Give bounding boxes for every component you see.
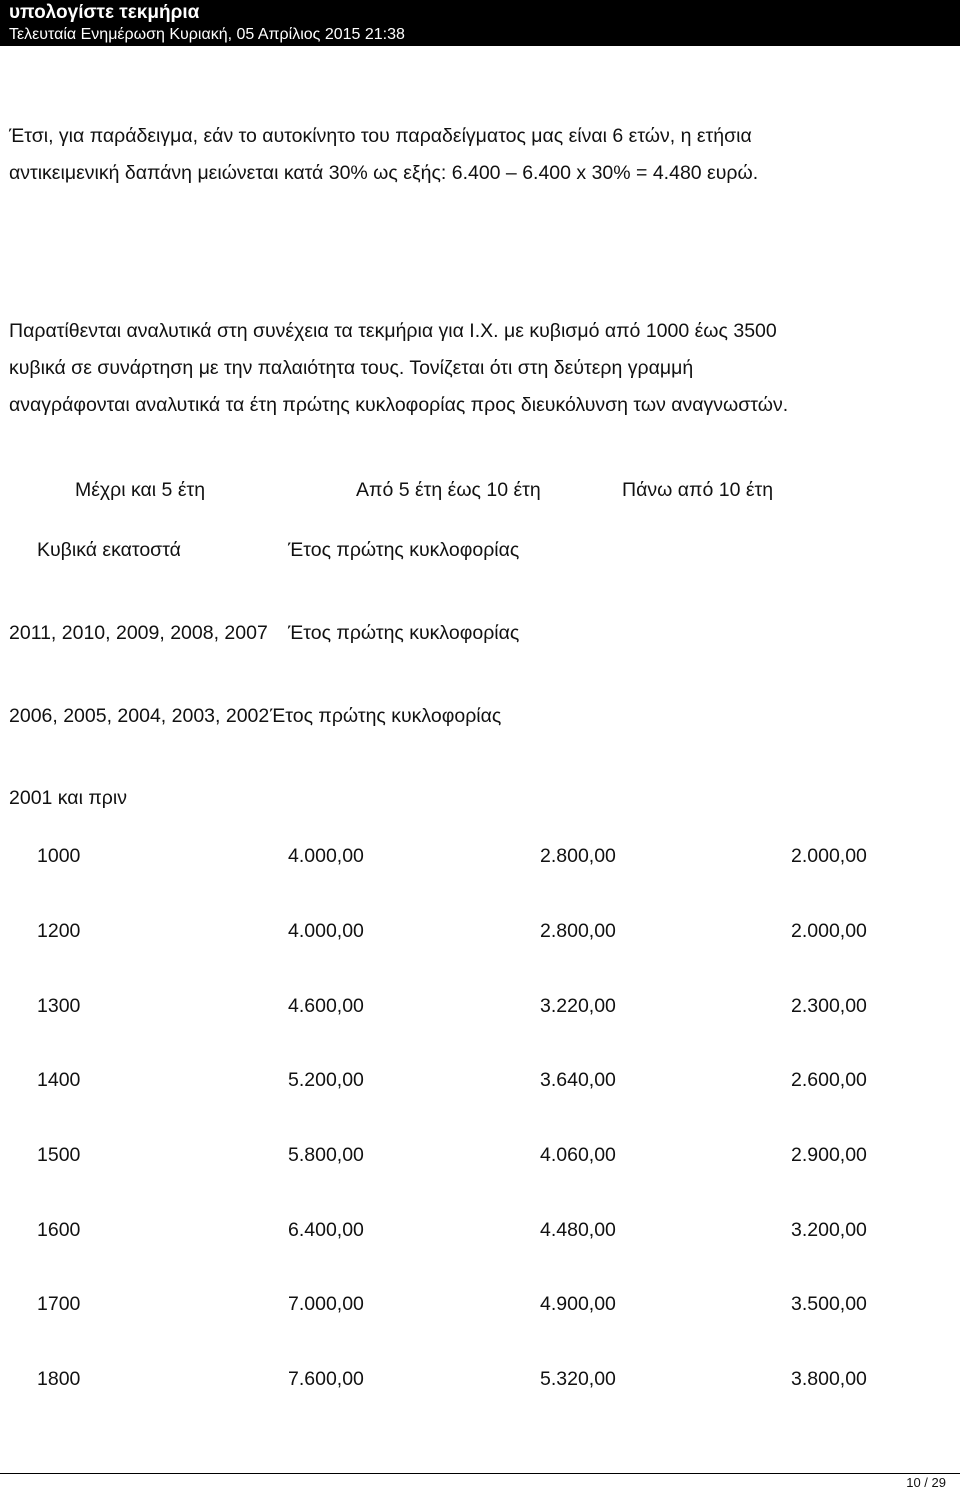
year-row-label: Έτος πρώτης κυκλοφορίας	[270, 705, 502, 727]
value-up-to-5: 4.000,00	[288, 920, 364, 942]
value-5-to-10: 3.220,00	[540, 995, 616, 1017]
value-up-to-5: 7.600,00	[288, 1368, 364, 1390]
cc-value: 1000	[37, 845, 81, 867]
first-registration-label: Έτος πρώτης κυκλοφορίας	[288, 539, 520, 561]
cc-label: Κυβικά εκατοστά	[37, 539, 181, 561]
age-header-over-10: Πάνω από 10 έτη	[622, 479, 774, 501]
text-line: Παρατίθενται αναλυτικά στη συνέχεια τα τεκμήρια για Ι.Χ. με κυβισμό από 1000 έως 3500	[9, 320, 777, 342]
cc-value: 1700	[37, 1293, 81, 1315]
value-up-to-5: 6.400,00	[288, 1219, 364, 1241]
age-header-up-to-5: Μέχρι και 5 έτη	[75, 479, 206, 501]
value-up-to-5: 4.600,00	[288, 995, 364, 1017]
text-line: Έτσι, για παράδειγμα, εάν το αυτοκίνητο του παραδείγματος μας είναι 6 ετών, η ετήσια	[9, 125, 752, 147]
page-number: 10 / 29	[906, 1475, 946, 1490]
value-5-to-10: 2.800,00	[540, 845, 616, 867]
value-up-to-5: 7.000,00	[288, 1293, 364, 1315]
value-over-10: 3.200,00	[791, 1219, 867, 1241]
site-title: υπολογίστε τεκμήρια	[9, 2, 200, 23]
value-over-10: 2.300,00	[791, 995, 867, 1017]
value-5-to-10: 4.060,00	[540, 1144, 616, 1166]
text-line: αντικειμενική δαπάνη μειώνεται κατά 30% ως εξής: 6.400 – 6.400 x 30% = 4.480 ευρώ.	[9, 162, 759, 184]
cc-value: 1400	[37, 1069, 81, 1091]
paragraph-example	[9, 118, 954, 192]
value-over-10: 2.600,00	[791, 1069, 867, 1091]
value-5-to-10: 2.800,00	[540, 920, 616, 942]
age-header-5-to-10: Από 5 έτη έως 10 έτη	[356, 479, 541, 501]
value-5-to-10: 4.900,00	[540, 1293, 616, 1315]
footer-divider	[0, 1473, 960, 1474]
value-5-to-10: 4.480,00	[540, 1219, 616, 1241]
value-up-to-5: 5.800,00	[288, 1144, 364, 1166]
value-over-10: 2.000,00	[791, 920, 867, 942]
text-line: κυβικά σε συνάρτηση με την παλαιότητα τους. Τονίζεται ότι στη δεύτερη γραμμή	[9, 357, 694, 379]
value-over-10: 2.900,00	[791, 1144, 867, 1166]
year-row-label: Έτος πρώτης κυκλοφορίας	[288, 622, 520, 644]
year-row-years: 2011, 2010, 2009, 2008, 2007	[9, 622, 268, 644]
cc-value: 1800	[37, 1368, 81, 1390]
paragraph-intro	[9, 313, 954, 424]
cc-value: 1500	[37, 1144, 81, 1166]
value-5-to-10: 3.640,00	[540, 1069, 616, 1091]
page-header	[0, 0, 960, 46]
value-over-10: 3.800,00	[791, 1368, 867, 1390]
value-up-to-5: 4.000,00	[288, 845, 364, 867]
value-over-10: 3.500,00	[791, 1293, 867, 1315]
cc-value: 1300	[37, 995, 81, 1017]
value-over-10: 2.000,00	[791, 845, 867, 867]
value-5-to-10: 5.320,00	[540, 1368, 616, 1390]
text-line: αναγράφονται αναλυτικά τα έτη πρώτης κυκλοφορίας προς διευκόλυνση των αναγνωστών.	[9, 394, 789, 416]
year-row-years: 2001 και πριν	[9, 787, 127, 809]
last-update-line: Τελευταία Ενημέρωση Κυριακή, 05 Απρίλιος 2015 21:38	[9, 26, 405, 43]
cc-value: 1200	[37, 920, 81, 942]
value-up-to-5: 5.200,00	[288, 1069, 364, 1091]
cc-value: 1600	[37, 1219, 81, 1241]
year-row-years: 2006, 2005, 2004, 2003, 2002	[9, 705, 270, 727]
